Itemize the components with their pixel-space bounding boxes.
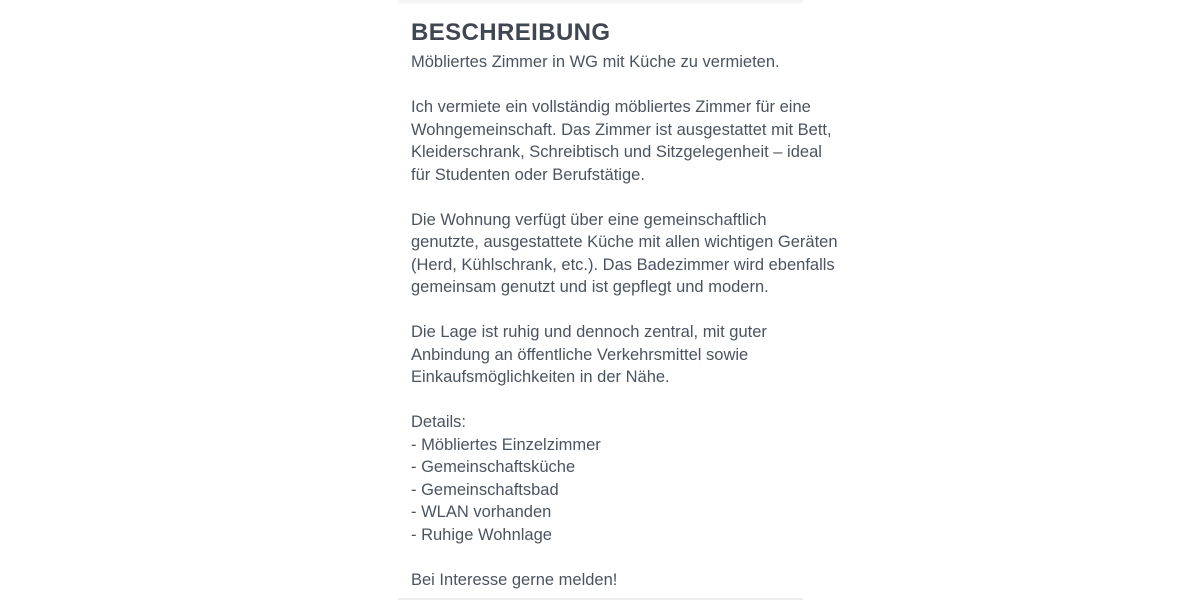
paragraph-location-line: Anbindung an öffentliche Verkehrsmittel sowie (411, 345, 749, 364)
description-text (411, 51, 838, 591)
paragraph-room-line: Ich vermiete ein vollständig möbliertes Zimmer für eine (411, 98, 811, 116)
paragraph-room-line: Kleiderschrank, Schreibtisch und Sitzgelegenheit – ideal (411, 143, 822, 161)
paragraph-location (411, 321, 796, 389)
details-label: Details: (411, 413, 467, 431)
paragraph-room (411, 96, 832, 186)
paragraph-apartment-line: (Herd, Kühlschrank, etc.). Das Badezimmer wird ebenfalls (411, 255, 835, 274)
paragraph-room-line: für Studenten oder Berufstätige. (411, 165, 645, 184)
closing-line: Bei Interesse gerne melden! (411, 570, 618, 589)
paragraph-location-line: Die Lage ist ruhig und dennoch zentral, mit guter (411, 323, 767, 341)
intro-text (411, 51, 796, 74)
paragraph-apartment-line: Die Wohnung verfügt über eine gemeinschaftlich (411, 210, 767, 229)
description-section (411, 18, 838, 591)
details-item: - Möbliertes Einzelzimmer (411, 435, 601, 454)
details-item: - Ruhige Wohnlage (411, 525, 552, 544)
paragraph-apartment-line: gemeinsam genutzt und ist gepflegt und modern. (411, 278, 769, 296)
section-heading: BESCHREIBUNG (411, 19, 611, 46)
details-block (411, 411, 796, 546)
intro-line: Möbliertes Zimmer in WG mit Küche zu vermieten. (411, 53, 780, 71)
details-item: - Gemeinschaftsküche (411, 458, 576, 476)
details-item: - WLAN vorhanden (411, 503, 552, 521)
paragraph-room-line: Wohngemeinschaft. Das Zimmer ist ausgestattet mit Bett, (411, 120, 832, 139)
paragraph-apartment (411, 209, 838, 299)
paragraph-location-line: Einkaufsmöglichkeiten in der Nähe. (411, 368, 670, 386)
paragraph-apartment-line: genutzte, ausgestattete Küche mit allen wichtigen Geräten (411, 233, 838, 251)
details-item: - Gemeinschaftsbad (411, 480, 559, 499)
closing-text (411, 569, 796, 592)
